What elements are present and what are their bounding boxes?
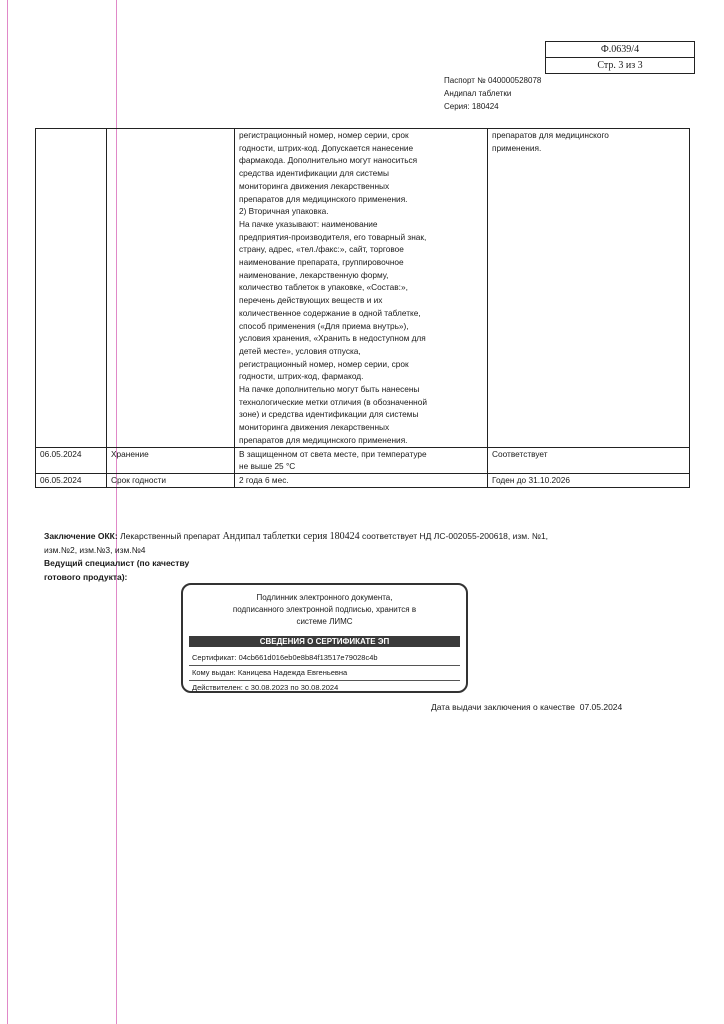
text-line: На пачке указывают: наименование — [239, 218, 378, 229]
stamp-line-3: системе ЛИМС — [296, 617, 353, 626]
text-line: 2) Вторичная упаковка. — [239, 206, 329, 217]
text-line: детей месте», условия отпуска, — [239, 345, 361, 356]
passport-header — [444, 74, 541, 113]
text-line: препаратов для медицинского — [492, 130, 609, 140]
conclusion-label: Заключение ОКК: — [44, 531, 118, 541]
requirement-cell — [235, 129, 488, 448]
parameter-cell — [107, 129, 235, 448]
passport-number: Паспорт № 040000528078 — [444, 76, 542, 85]
text-line: регистрационный номер, номер серии, срок — [239, 358, 409, 369]
result-cell: Годен до 31.10.2026 — [488, 473, 690, 487]
text-line: препаратов для медицинского применения. — [239, 434, 408, 445]
test-results-table — [35, 128, 690, 488]
text-line: зоне) и средства идентификации для системы — [239, 409, 419, 420]
stamp-line-1: Подлинник электронного документа, — [256, 593, 393, 602]
text-line: страну, адрес, «тел./факс:», сайт, торговое — [239, 244, 404, 255]
text-line: годности, штрих-код. Допускается нанесение — [239, 142, 414, 153]
requirement-cell — [235, 447, 488, 473]
valid-value: с 30.08.2023 по 30.08.2024 — [244, 683, 339, 692]
text-line: средства идентификации для системы — [239, 168, 389, 179]
form-number-box — [545, 41, 695, 74]
issue-date-line — [431, 702, 622, 712]
certificate-row — [189, 651, 460, 666]
text-line: перечень действующих веществ и их — [239, 295, 383, 306]
conclusion-text-1: Лекарственный препарат — [120, 531, 221, 541]
valid-label: Действителен: — [192, 683, 243, 692]
conclusion-text-3: изм.№2, изм.№3, изм.№4 — [44, 544, 146, 555]
parameter-cell: Срок годности — [107, 473, 235, 487]
date-cell: 06.05.2024 — [36, 473, 107, 487]
text-line: технологические метки отличия (в обозначенной — [239, 396, 428, 407]
page-number: Стр. 3 из 3 — [597, 60, 643, 71]
requirement-line: не выше 25 °С — [239, 461, 296, 472]
text-line: предприятия-производителя, его товарный знак, — [239, 231, 427, 242]
conclusion-product-series: Андипал таблетки серия 180424 — [222, 531, 360, 542]
conclusion-text-2: соответствует НД ЛС-002055-200618, изм. №1, — [362, 531, 549, 541]
table-row-continued — [36, 129, 690, 448]
specialist-label-2: готового продукта): — [44, 571, 128, 582]
valid-row — [189, 681, 460, 695]
text-line: На пачке дополнительно могут быть нанесены — [239, 384, 420, 395]
form-code: Ф.0639/4 — [546, 42, 694, 58]
date-cell: 06.05.2024 — [36, 447, 107, 473]
text-line: регистрационный номер, номер серии, срок — [239, 130, 409, 140]
issue-date-value: 07.05.2024 — [579, 702, 623, 712]
specialist-label-1: Ведущий специалист (по качеству — [44, 558, 190, 568]
issued-to-value: Каницева Надежда Евгеньевна — [237, 668, 348, 677]
issue-date-label: Дата выдачи заключения о качестве — [431, 702, 575, 712]
issued-to-label: Кому выдан: — [192, 668, 236, 677]
text-line: количество таблеток в упаковке, «Состав:», — [239, 282, 408, 293]
requirement-line: В защищенном от света месте, при температуре — [239, 448, 427, 459]
certificate-value: 04cb661d016eb0e8b84f13517e79028c4b — [238, 653, 378, 662]
electronic-signature-stamp — [181, 583, 468, 693]
text-line: фармакода. Дополнительно могут наноситься — [239, 155, 418, 166]
table-row — [36, 473, 690, 487]
text-line: условия хранения, «Хранить в недоступном для — [239, 333, 426, 344]
issued-to-row — [189, 666, 460, 681]
result-cell — [488, 129, 690, 448]
product-name: Андипал таблетки — [444, 89, 512, 98]
text-line: количественное содержание в одной таблетке, — [239, 307, 421, 318]
parameter-cell: Хранение — [107, 447, 235, 473]
stamp-line-2: подписанного электронной подписью, хранится в — [232, 605, 417, 614]
text-line: способ применения («Для приема внутрь»), — [239, 320, 409, 331]
margin-line-left — [7, 0, 8, 1024]
text-line: мониторинга движения лекарственных — [239, 180, 390, 191]
text-line: препаратов для медицинского применения. — [239, 193, 408, 204]
series-number: Серия: 180424 — [444, 102, 499, 111]
text-line: наименование препарата, группировочное — [239, 257, 404, 268]
requirement-line: 2 года 6 мес. — [239, 474, 289, 485]
text-line: мониторинга движения лекарственных — [239, 422, 390, 433]
certificate-label: Сертификат: — [192, 653, 237, 662]
result-cell: Соответствует — [488, 447, 690, 473]
stamp-header: СВЕДЕНИЯ О СЕРТИФИКАТЕ ЭП — [189, 636, 460, 647]
table-row — [36, 447, 690, 473]
date-cell — [36, 129, 107, 448]
text-line: годности, штрих-код, фармакод. — [239, 371, 364, 382]
requirement-cell — [235, 473, 488, 487]
text-line: применения. — [492, 142, 542, 153]
text-line: наименование, лекарственную форму, — [239, 269, 389, 280]
conclusion-block — [44, 530, 604, 584]
